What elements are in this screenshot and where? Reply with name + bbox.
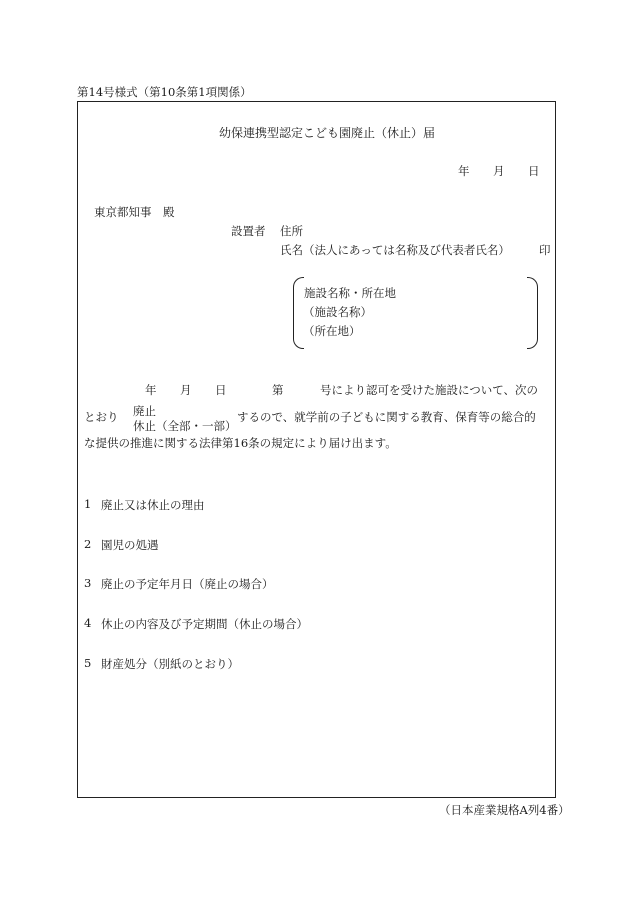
bracket-right bbox=[527, 277, 538, 349]
body-line1-rest: 号により認可を受けた施設について、次の bbox=[320, 383, 539, 397]
item-4-text: 休止の内容及び予定期間（休止の場合） bbox=[101, 617, 308, 631]
item-1-number: 1 bbox=[84, 497, 92, 511]
founder-label: 設置者 bbox=[231, 224, 266, 238]
body-year: 年 bbox=[145, 383, 157, 397]
body-line3: な提供の推進に関する法律第16条の規定により届け出ます。 bbox=[84, 436, 397, 450]
body-number-prefix: 第 bbox=[272, 383, 284, 397]
footer-note: （日本産業規格A列4番） bbox=[439, 803, 570, 817]
facility-name: （施設名称） bbox=[303, 305, 372, 319]
facility-location: （所在地） bbox=[303, 324, 361, 338]
item-3-text: 廃止の予定年月日（廃止の場合） bbox=[101, 577, 274, 591]
item-5-text: 財産処分（別紙のとおり） bbox=[101, 657, 239, 671]
seal-mark: 印 bbox=[539, 243, 551, 257]
body-day: 日 bbox=[215, 383, 227, 397]
form-title: 幼保連携型認定こども園廃止（休止）届 bbox=[219, 126, 436, 140]
item-4-number: 4 bbox=[84, 616, 92, 630]
date-day: 日 bbox=[528, 164, 540, 178]
body-line2-rest: するので、就学前の子どもに関する教育、保育等の総合的 bbox=[237, 410, 536, 424]
option-abolish: 廃止 bbox=[133, 404, 156, 418]
item-5-number: 5 bbox=[84, 656, 92, 670]
founder-name-label: 氏名（法人にあっては名称及び代表者氏名） bbox=[280, 243, 510, 257]
body-month: 月 bbox=[180, 383, 192, 397]
item-3-number: 3 bbox=[84, 576, 92, 590]
facility-name-location: 施設名称・所在地 bbox=[304, 286, 396, 300]
body-line2-start: とおり bbox=[84, 410, 119, 424]
addressee: 東京都知事 殿 bbox=[94, 205, 175, 219]
item-2-number: 2 bbox=[84, 537, 92, 551]
option-suspend: 休止（全部・一部） bbox=[133, 419, 237, 433]
item-2-text: 園児の処遇 bbox=[101, 538, 159, 552]
date-month: 月 bbox=[493, 164, 505, 178]
founder-address-label: 住所 bbox=[280, 224, 303, 238]
form-number: 第14号様式（第10条第1項関係） bbox=[77, 85, 252, 99]
item-1-text: 廃止又は休止の理由 bbox=[101, 498, 205, 512]
date-year: 年 bbox=[458, 164, 470, 178]
